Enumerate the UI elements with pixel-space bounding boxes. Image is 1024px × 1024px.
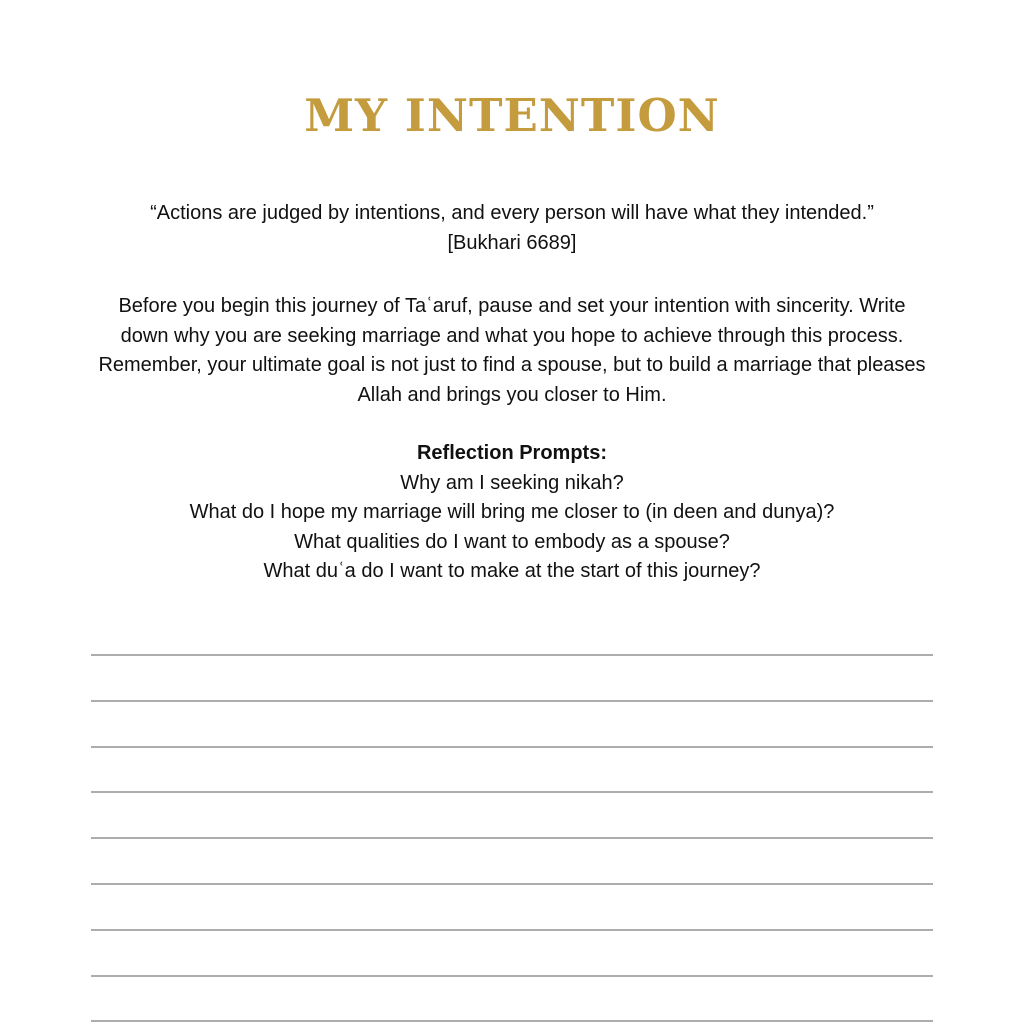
reflection-heading: Reflection Prompts: — [416, 442, 608, 464]
writing-line — [91, 975, 933, 1021]
text-line: Allah and brings you closer to Him. — [357, 383, 667, 406]
text-line: Remember, your ultimate goal is not just to find a spouse, but to build a marriage that pleases — [98, 354, 926, 376]
writing-line — [91, 1020, 933, 1024]
writing-line — [91, 929, 933, 975]
writing-lines — [91, 654, 933, 1024]
writing-line — [91, 883, 933, 929]
text-line: What do I hope my marriage will bring me closer to (in deen and dunya)? — [189, 501, 835, 523]
reflection-section — [0, 439, 1024, 587]
hadith-quote — [0, 199, 1024, 258]
intro-paragraph — [0, 292, 1024, 410]
writing-line — [91, 791, 933, 837]
text-line: Why am I seeking nikah? — [400, 471, 624, 494]
reflection-prompts — [0, 469, 1024, 587]
text-line: down why you are seeking marriage and what you hope to achieve through this process. — [120, 324, 904, 347]
text-line: What qualities do I want to embody as a spouse? — [294, 530, 730, 553]
text-line: Before you begin this journey of Taʿaruf, pause and set your intention with sincerity. Write — [118, 295, 906, 317]
writing-line — [91, 837, 933, 883]
writing-line — [91, 700, 933, 746]
writing-line — [91, 654, 933, 700]
quote-source: [Bukhari 6689] — [447, 231, 577, 254]
text-line: What duʿa do I want to make at the start of this journey? — [263, 560, 761, 582]
writing-line — [91, 746, 933, 792]
page-title: MY INTENTION — [304, 89, 720, 142]
quote-text: “Actions are judged by intentions, and every person will have what they intended.” — [150, 202, 874, 224]
